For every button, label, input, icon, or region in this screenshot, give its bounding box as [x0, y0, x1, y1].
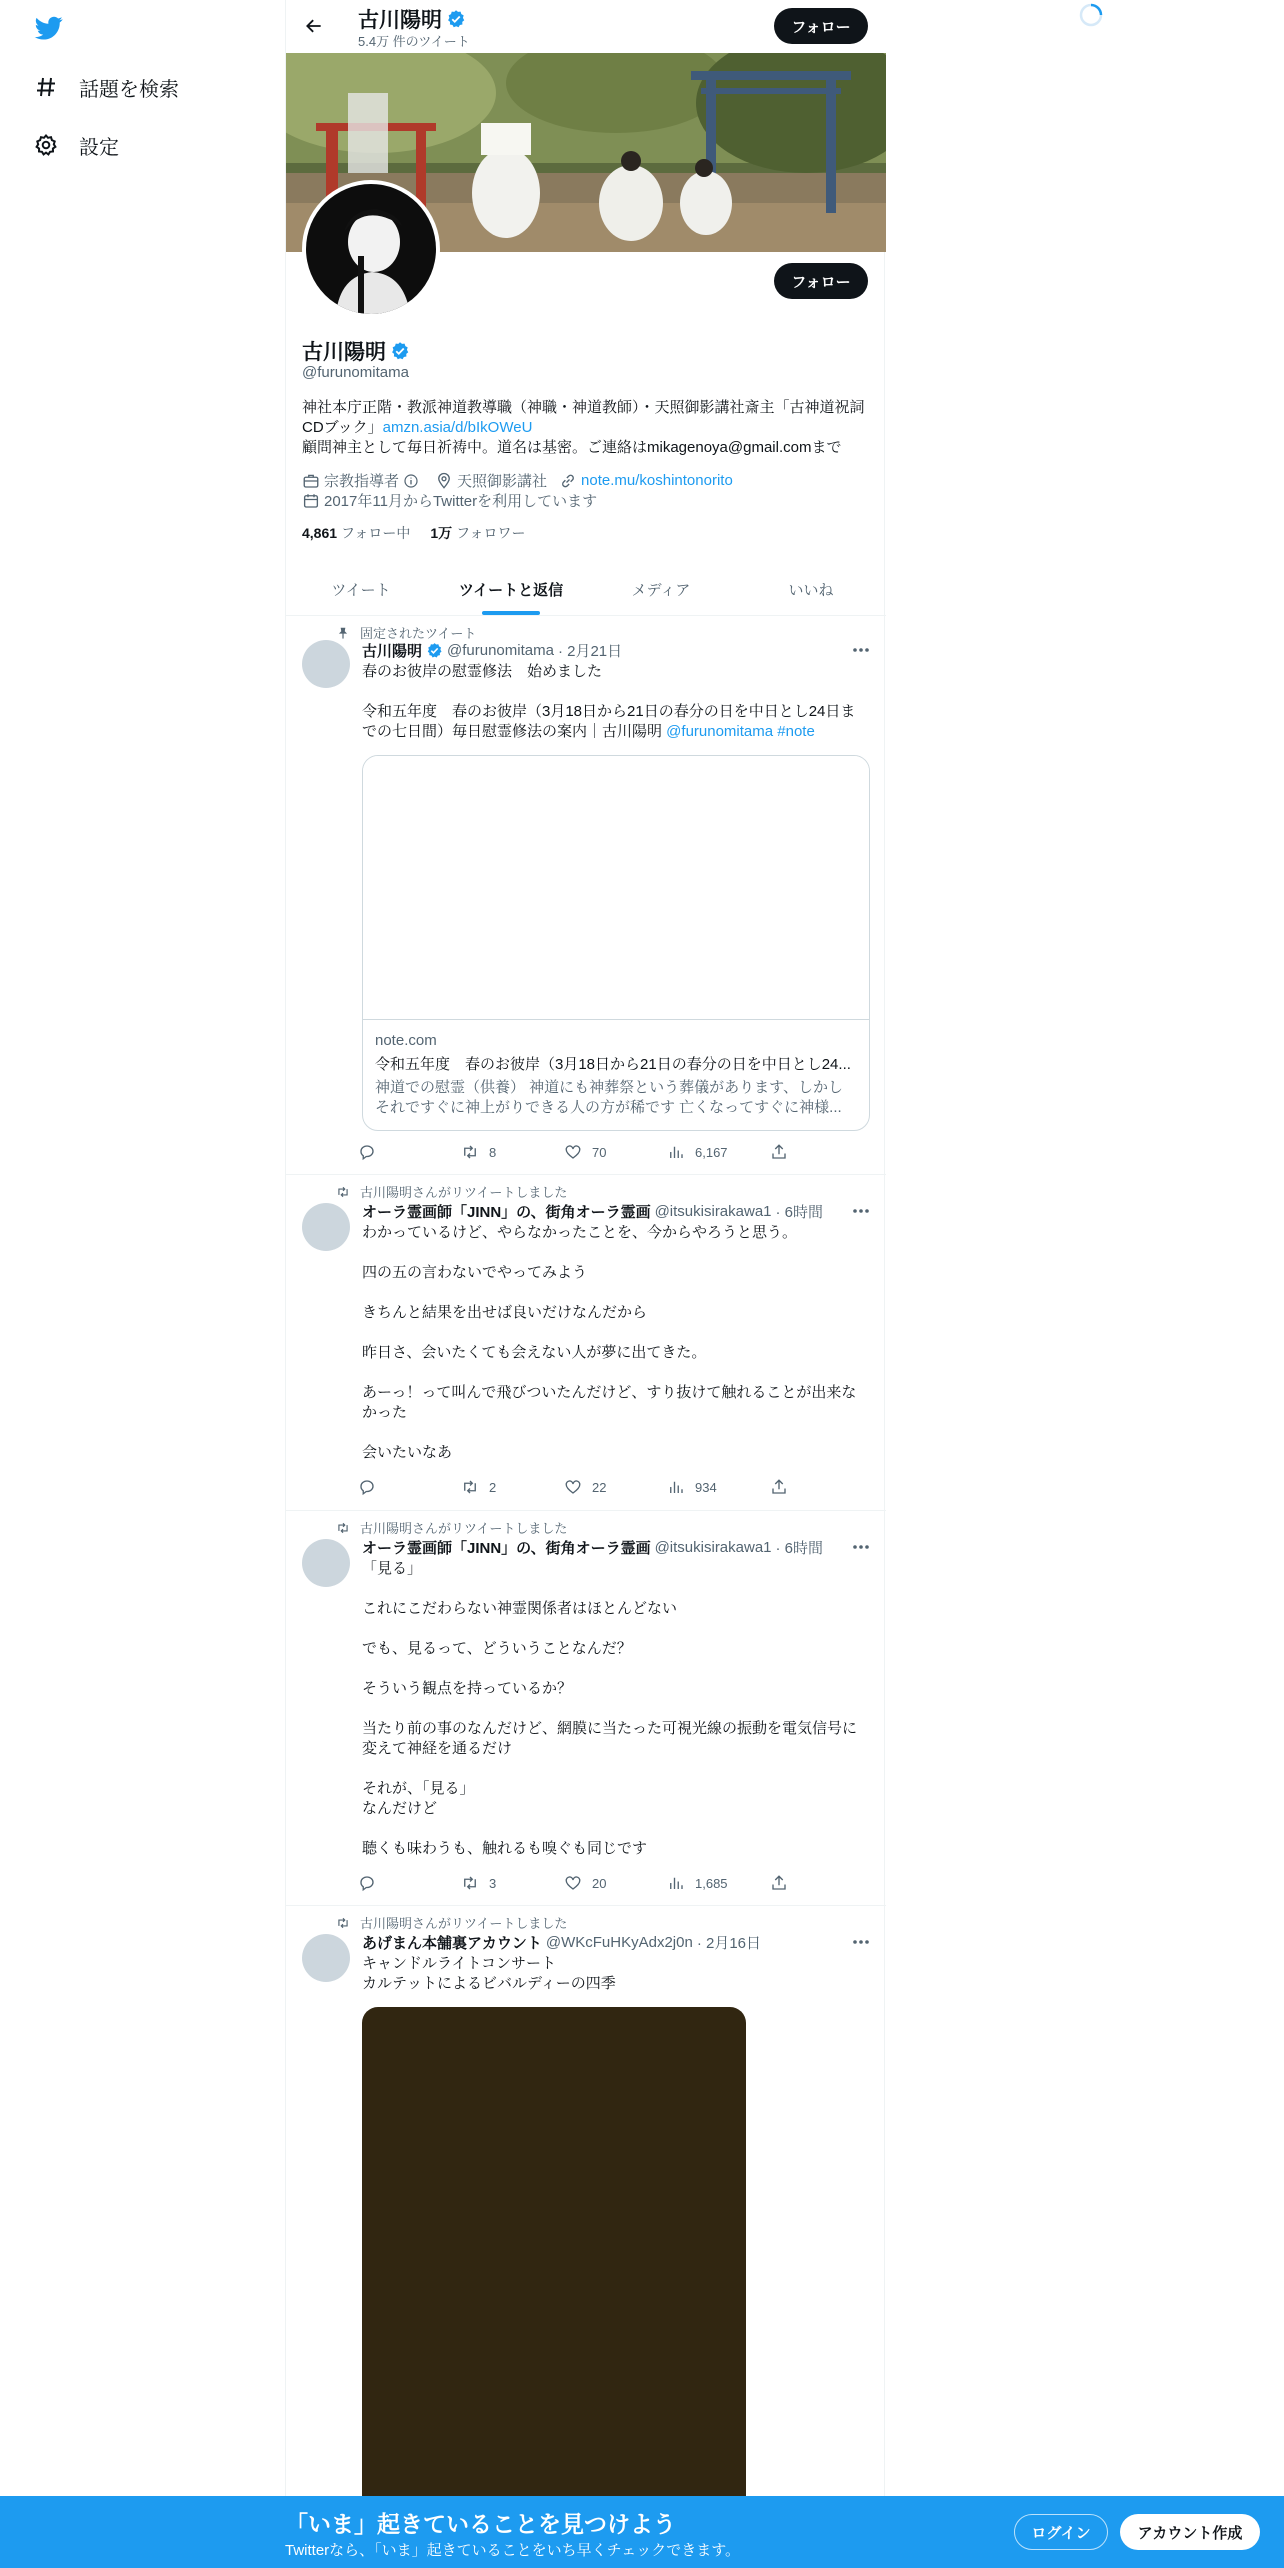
profile-tabs [286, 563, 886, 616]
like-button[interactable] [564, 1873, 644, 1893]
views-button[interactable] [667, 1873, 747, 1893]
verified-badge-icon [390, 341, 410, 361]
more-dots-icon [852, 647, 870, 653]
login-button[interactable]: ログイン [1014, 2514, 1108, 2550]
heart-icon [564, 1478, 582, 1496]
tweet-media-video[interactable] [362, 2007, 746, 2527]
tweet-author-handle[interactable]: @WKcFuHKyAdx2j0n [545, 1934, 693, 1951]
tweet-social-context [334, 1182, 567, 1201]
view-count: 934 [695, 1479, 717, 1495]
tab-tweets-and-replies[interactable]: ツイートと返信 [436, 563, 586, 615]
view-count: 1,685 [695, 1875, 728, 1891]
nav-item-explore[interactable] [33, 67, 179, 107]
retweet-icon [461, 1874, 479, 1892]
tweet-social-text: 古川陽明さんがリツイートしました [360, 1916, 568, 1931]
signup-prompt-subtitle: Twitterなら、「いま」起きていることをいち早くチェックできます。 [285, 2542, 741, 2559]
profile-website [559, 472, 733, 490]
bar-chart-icon [667, 1874, 685, 1892]
retweet-count: 2 [489, 1479, 497, 1495]
profile-avatar[interactable] [302, 180, 440, 318]
tweet-body: 春のお彼岸の慰霊修法 始めました 令和五年度 春のお彼岸（3月18日から21日の春分の日を中日とし24日までの七日間）毎日慰霊修法の案内｜古川陽明 [362, 663, 856, 740]
tweet-author-name[interactable]: あげまん本舗裏アカウント [362, 1935, 542, 1952]
profile-joined [302, 490, 597, 511]
profile-bio [302, 398, 870, 458]
follow-counts [302, 523, 545, 543]
views-button[interactable] [667, 1477, 747, 1497]
tweet-retweet[interactable] [286, 1511, 886, 1906]
tweet-text: キャンドルライトコンサート カルテットによるビバルディーの四季 [362, 1955, 616, 1992]
profile-joined-row [302, 490, 609, 511]
bar-chart-icon [667, 1478, 685, 1496]
tweet-header [362, 1932, 761, 1953]
reply-icon [358, 1478, 376, 1496]
followers-link[interactable] [430, 523, 525, 543]
more-dots-icon [852, 1208, 870, 1214]
views-button[interactable] [667, 1142, 747, 1162]
reply-button[interactable] [358, 1142, 438, 1162]
tweet-author-name[interactable]: 古川陽明 [362, 643, 423, 660]
share-button[interactable] [770, 1142, 798, 1162]
retweet-icon [336, 1916, 350, 1930]
like-count: 22 [592, 1479, 607, 1495]
share-button[interactable] [770, 1477, 798, 1497]
calendar-icon [302, 492, 320, 510]
followers-label: フォロワー [456, 525, 526, 541]
reply-icon [358, 1874, 376, 1892]
profile-handle: @furunomitama [302, 364, 409, 381]
tweet-date[interactable]: · 6時間 [775, 1204, 824, 1221]
tweet-date[interactable]: · 2月16日 [696, 1935, 762, 1952]
tweet-author-handle[interactable]: @itsukisirakawa1 [654, 1539, 772, 1556]
tweet-header [362, 640, 622, 661]
bar-chart-icon [667, 1143, 685, 1161]
retweet-button[interactable] [461, 1873, 541, 1893]
arrow-left-icon [304, 16, 324, 36]
tab-likes[interactable]: いいね [788, 581, 834, 599]
share-icon [770, 1143, 788, 1161]
tweet-text: わかっているけど、やらなかったことを、今からやろうと思う。 四の五の言わないでやってみよう きちんと結果を出せば良いだけなんだから 昨日さ、会いたくても会えない人が夢に出てきた。 あーっ！って叫んで飛びついたんだけど、すり抜けて触れることが出来なかった 会いたいなあ [362, 1224, 857, 1461]
profile-follow-button[interactable]: フォロー [774, 263, 868, 299]
header-tweet-count: 5.4万 件のツイート [358, 34, 470, 49]
nav-label-explore: 話題を検索 [79, 78, 179, 101]
tweet-retweet[interactable] [286, 1906, 886, 2568]
tweet-more-button[interactable] [848, 640, 874, 660]
hashtag-icon [33, 74, 59, 100]
link-preview-card[interactable] [362, 755, 870, 1131]
profile-display-name [302, 336, 410, 366]
more-dots-icon [852, 1544, 870, 1550]
header-title [358, 4, 466, 34]
view-count: 6,167 [695, 1144, 728, 1160]
verified-badge-icon [426, 642, 443, 659]
signup-prompt-bar [0, 2496, 1284, 2568]
card-image [363, 756, 869, 1020]
tweet-header [362, 1201, 823, 1222]
tweet-actions [358, 1477, 798, 1497]
tweet-social-context [334, 1913, 567, 1932]
pin-icon [336, 626, 350, 640]
tweet-social-context [334, 1518, 567, 1537]
profile-header-bar [286, 0, 886, 53]
nav-label-settings: 設定 [79, 136, 119, 159]
like-button[interactable] [564, 1477, 644, 1497]
gear-icon [33, 132, 59, 158]
more-dots-icon [852, 1939, 870, 1945]
card-title: 令和五年度 春のお彼岸（3月18日から21日の春分の日を中日とし24... [375, 1056, 851, 1073]
signup-prompt-title: 「いま」起きていることを見つけよう [285, 2511, 676, 2537]
following-link[interactable] [302, 523, 410, 543]
share-icon [770, 1478, 788, 1496]
card-description: 神道での慰霊（供養） 神道にも神葬祭という葬儀があります、しかしそれですぐに神上がりできる人の方が稀です 亡くなってすぐに神様... [375, 1079, 843, 1116]
tweet-more-button[interactable] [848, 1932, 874, 1952]
following-count: 4,861 [302, 525, 338, 541]
tweet-actions [358, 1142, 798, 1162]
retweet-button[interactable] [461, 1477, 541, 1497]
tweet-header [362, 1537, 823, 1558]
main-column [285, 0, 885, 2568]
tweet-text: 「見る」 これにこだわらない神霊関係者はほとんどない でも、見るって、どういうことなんだ？ そういう観点を持っているか？ 当たり前の事のなんだけど、網膜に当たった可視光線の振動を電気信号に変えて神経を通るだけ それが、「見る」 なんだけど 聴くも味わうも、触れるも嗅ぐも同じです [362, 1560, 858, 1857]
tweet-retweet[interactable] [286, 1175, 886, 1511]
tweet-social-text: 固定されたツイート [360, 626, 477, 641]
tweet-avatar[interactable] [302, 1539, 350, 1587]
nav-item-settings[interactable] [33, 125, 119, 165]
bio-line-2: 顧問神主として毎日祈祷中。道名は基密。ご連絡はmikagenoya@gmail.comまで [302, 439, 842, 456]
header-name: 古川陽明 [358, 9, 442, 32]
like-button[interactable] [564, 1142, 644, 1162]
verified-badge-icon [446, 9, 466, 29]
briefcase-icon [302, 472, 320, 490]
followers-count: 1万 [430, 525, 453, 541]
header-follow-button[interactable]: フォロー [774, 8, 868, 44]
reply-button[interactable] [358, 1873, 438, 1893]
share-button[interactable] [770, 1873, 798, 1893]
profile-name-text: 古川陽明 [302, 341, 386, 364]
tweet-text [362, 662, 870, 742]
tweet-author-name[interactable]: オーラ霊画師「JINN」の、街角オーラ霊画 [362, 1204, 651, 1221]
heart-icon [564, 1874, 582, 1892]
following-label: フォロー中 [341, 525, 411, 541]
profile-meta-row [302, 470, 745, 491]
info-icon[interactable] [403, 473, 419, 489]
tweet-more-button[interactable] [848, 1537, 874, 1557]
back-button[interactable] [296, 8, 332, 44]
tab-media[interactable]: メディア [631, 581, 691, 599]
location-pin-icon [435, 472, 453, 490]
bio-link[interactable]: amzn.asia/d/bIkOWeU [382, 419, 533, 436]
retweet-button[interactable] [461, 1142, 541, 1162]
retweet-icon [461, 1478, 479, 1496]
reply-icon [358, 1143, 376, 1161]
tweet-social-text: 古川陽明さんがリツイートしました [360, 1521, 568, 1536]
tweet-avatar[interactable] [302, 640, 350, 688]
like-count: 20 [592, 1875, 607, 1891]
retweet-icon [336, 1185, 350, 1199]
tweet-author-name[interactable]: オーラ霊画師「JINN」の、街角オーラ霊画 [362, 1540, 651, 1557]
loading-spinner-icon [1078, 2, 1104, 28]
tweet-pinned[interactable] [286, 616, 886, 1175]
profile-location [435, 470, 547, 491]
card-domain: note.com [375, 1032, 437, 1049]
tweet-avatar[interactable] [302, 1203, 350, 1251]
tab-tweets[interactable]: ツイート [331, 581, 391, 599]
tweet-more-button[interactable] [848, 1201, 874, 1221]
tweet-author-handle[interactable]: @itsukisirakawa1 [654, 1203, 772, 1220]
share-icon [770, 1874, 788, 1892]
link-icon [559, 472, 577, 490]
retweet-count: 8 [489, 1144, 497, 1160]
tweet-mention[interactable]: @furunomitama [666, 723, 774, 740]
retweet-icon [461, 1143, 479, 1161]
twitter-logo-icon[interactable] [33, 14, 65, 42]
tweet-avatar[interactable] [302, 1934, 350, 1982]
tweet-actions [358, 1873, 798, 1893]
profile-joined-text: 2017年11月からTwitterを利用しています [324, 493, 598, 510]
bio-line-1: 神社本庁正階・教派神道教導職（神職・神道教師）・天照御影講社斎主「古神道祝詞CDブック」 [302, 399, 865, 436]
tweet-date[interactable]: · 2月21日 [557, 643, 623, 660]
profile-website-link[interactable]: note.mu/koshintonorito [581, 472, 733, 489]
tweet-social-text: 古川陽明さんがリツイートしました [360, 1185, 568, 1200]
like-count: 70 [592, 1144, 607, 1160]
profile-location-text: 天照御影講社 [457, 473, 548, 490]
reply-button[interactable] [358, 1477, 438, 1497]
profile-category [302, 470, 423, 491]
create-account-button[interactable]: アカウント作成 [1120, 2514, 1260, 2550]
heart-icon [564, 1143, 582, 1161]
retweet-icon [336, 1521, 350, 1535]
profile-category-text: 宗教指導者 [324, 473, 400, 490]
tweet-hashtag[interactable]: #note [777, 723, 815, 740]
retweet-count: 3 [489, 1875, 497, 1891]
tweet-author-handle[interactable]: @furunomitama [447, 642, 554, 659]
tweet-date[interactable]: · 6時間 [775, 1540, 824, 1557]
